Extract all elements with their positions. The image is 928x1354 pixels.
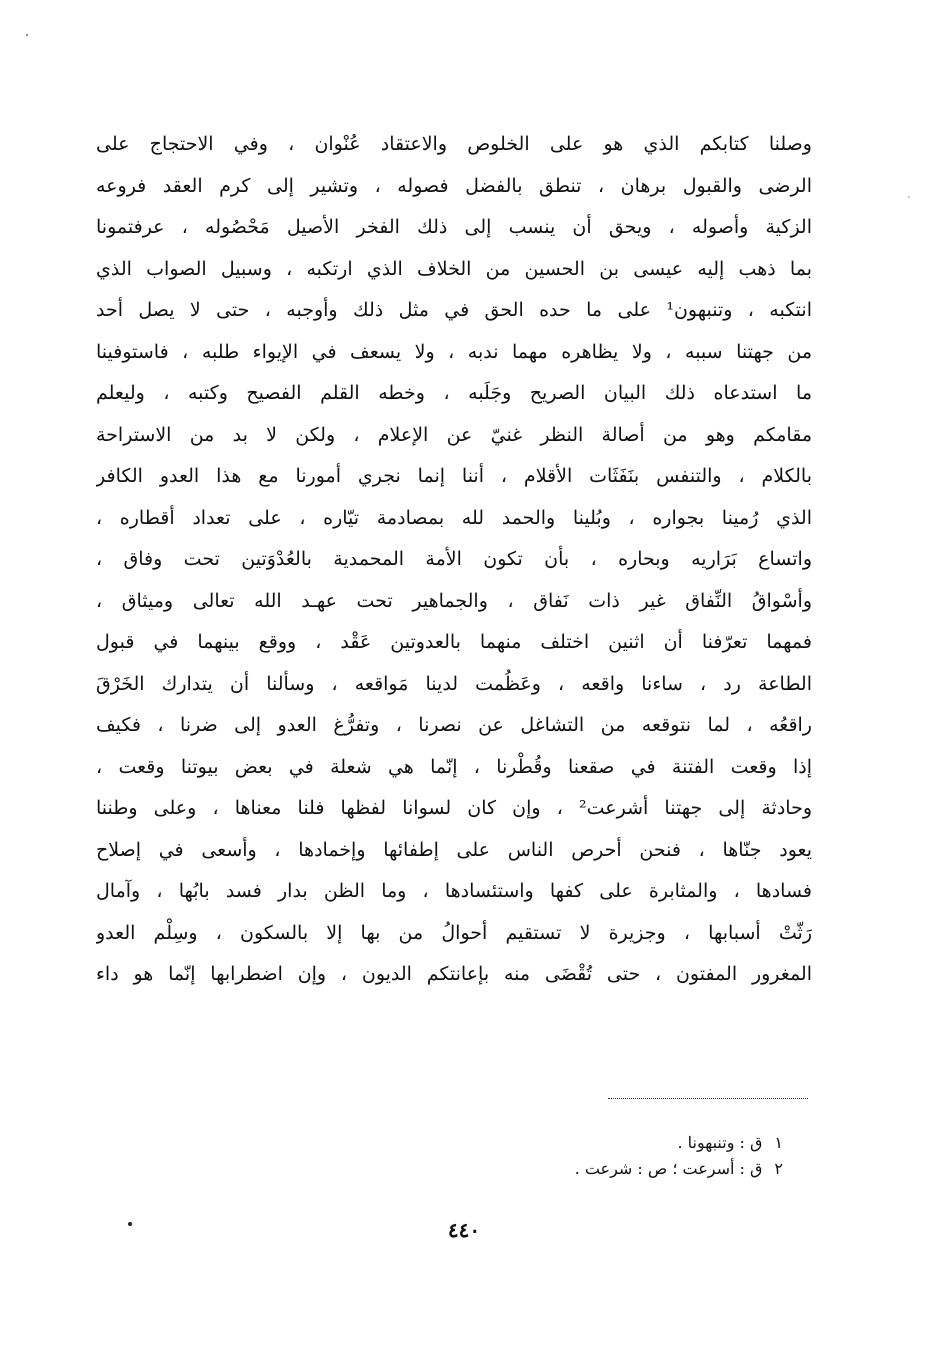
text-line: رَثّتْ أسبابها ، وجزيرة لا تستقيم أحوالُ من بها إلا بالسكون ، وسِلْم العدو [96,921,812,944]
text-line: وأسْواقُ النِّفاق غير ذات نَفاق ، والجماهير تحت عهـد الله تعالى وميثاق ، [96,589,812,612]
text-line: واتساع بَرَاريه وبحاره ، بأن تكون الأمة المحمدية بالعُدْوَتين تحت وفاق ، [96,548,812,570]
footnotes [575,1130,783,1182]
text-line: الطاعة رد ، ساءنا واقعه ، وعَظُمت لدينا مَواقعه ، وسألنا أن يتدارك الخَرْقَ [96,672,812,695]
footnote-number: ٢ [774,1159,783,1178]
text-line: فسادها ، والمثابرة على كفها واستئسادها ، وما الظن بدار فسد بابُها ، وآمال [96,880,812,902]
text-line: راقعُه ، لما نتوقعه من التشاغل عن نصرنا ، وتفرُّغ العدو إلى ضرنا ، فكيف [96,714,812,736]
text-line: وحادثة إلى جهتنا أشرعت² ، وإن كان لسوانا لفظها فلنا معناها ، وعلى وطننا [96,797,812,819]
main-paragraph [96,124,812,996]
text-line: وصلنا كتابكم الذي هو على الخلوص والاعتقاد عُنْوان ، وفي الاحتجاج على [96,133,812,155]
scan-speck [26,34,28,36]
text-line: انتكبه ، وتنبهون¹ على ما حده الحق في مثل ذلك وأوجبه ، حتى لا يصل أحد [96,299,812,321]
footnote-2 [575,1156,783,1182]
text-line: الرضى والقبول برهان ، تنطق بالفضل فصوله ، وتشير إلى كرم العقد فروعه [96,174,812,197]
text-line: بما ذهب إليه عيسى بن الحسين من الخلاف الذي ارتكبه ، وسبيل الصواب الذي [96,257,812,280]
text-line: مقامكم وهو من أصالة النظر غنيّ عن الإعلام ، ولكن لا بد من الاستراحة [96,423,812,446]
text-line: إذا وقعت الفتنة في صقعنا وقُطْرنا ، إنّما هي شعلة في بعض بيوتنا وقعت ، [96,755,812,778]
text-line: الذي رُمينا بجواره ، وبُلينا والحمد لله بمصادمة تيّاره ، على تعداد أقطاره ، [96,506,812,529]
footnote-1 [575,1130,783,1156]
text-line: الزكية وأصوله ، ويحق أن ينسب إلى ذلك الفخر الأصيل مَحْصُوله ، عرفتمونا [96,216,812,238]
page-number: ٤٤٠ [447,1218,481,1242]
text-line: المغرور المفتون ، حتى تُقْضَى منه بإعانتكم الديون ، وإن اضطرابها إنّما هو داء [96,963,812,985]
text-line: ما استدعاه ذلك البيان الصريح وجَلَبه ، وخطه القلم الفصيح وكتبه ، وليعلم [96,382,812,404]
text-line: يعود جنّاها ، فنحن أحرص الناس على إطفائها وإخمادها ، وأسعى في إصلاح [96,838,812,861]
footnote-number: ١ [774,1133,783,1152]
scan-speck [908,196,910,198]
text-line: بالكلام ، والتنفس بنَفَثَات الأقلام ، أننا إنما نجري أمورنا مع هذا العدو الكافر [96,465,812,487]
footnote-text: ق : وتنبهونا . [677,1133,763,1152]
text-line: من جهتنا سببه ، ولا يظاهره مهما ندبه ، ولا يسعف في الإيواء طلبه ، فاستوفينا [96,340,812,363]
text-line: فمهما تعرّفنا أن اثنين اختلف منهما بالعدوتين عَقْد ، ووقع بينهما في قبول [96,631,812,653]
footnote-separator [608,1098,808,1099]
footnote-text: ق : أسرعت ؛ ص : شرعت . [574,1159,763,1178]
